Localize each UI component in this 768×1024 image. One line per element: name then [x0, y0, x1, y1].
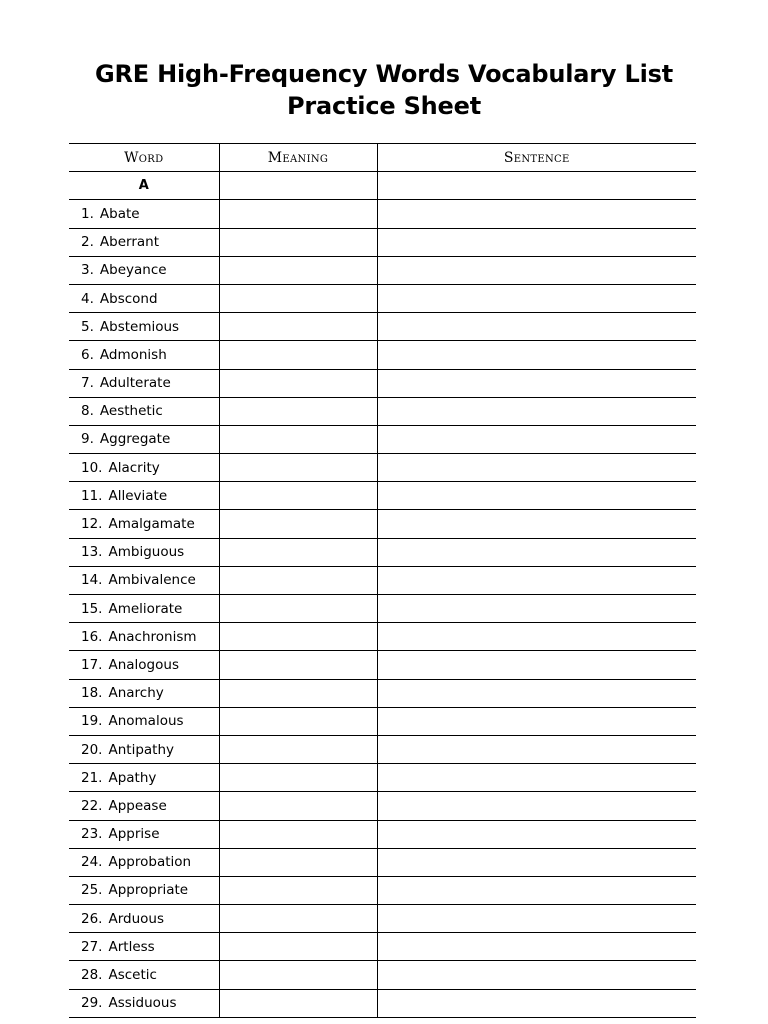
- sentence-cell[interactable]: [377, 256, 696, 284]
- sentence-cell[interactable]: [377, 313, 696, 341]
- word-cell: [69, 876, 219, 904]
- sentence-cell[interactable]: [377, 369, 696, 397]
- sentence-cell[interactable]: [377, 454, 696, 482]
- word-cell: [69, 707, 219, 735]
- word-number: 16.: [81, 628, 103, 645]
- word-text: Ambiguous: [108, 544, 185, 561]
- section-label: A: [138, 178, 149, 194]
- word-cell: [69, 256, 219, 284]
- word-text: Antipathy: [108, 741, 175, 758]
- word-text: Anomalous: [108, 713, 184, 730]
- word-text: Abstemious: [99, 318, 180, 335]
- table-row: [69, 707, 696, 735]
- word-number: 23.: [81, 826, 103, 843]
- word-cell: [69, 566, 219, 594]
- sentence-cell[interactable]: [377, 707, 696, 735]
- sentence-cell[interactable]: [377, 623, 696, 651]
- table-row: [69, 679, 696, 707]
- word-text: Ascetic: [108, 967, 157, 984]
- word-text: Abate: [99, 205, 140, 222]
- sentence-cell[interactable]: [377, 482, 696, 510]
- word-cell: [69, 397, 219, 425]
- meaning-cell[interactable]: [219, 341, 377, 369]
- table-row: [69, 623, 696, 651]
- word-text: Assiduous: [108, 995, 177, 1012]
- word-cell: [69, 284, 219, 312]
- word-cell: [69, 425, 219, 453]
- column-header-sentence: Sentence: [377, 144, 696, 172]
- word-number: 22.: [81, 797, 103, 814]
- word-number: 1.: [81, 205, 94, 222]
- word-text: Apprise: [108, 826, 160, 843]
- word-number: 12.: [81, 516, 103, 533]
- word-cell: [69, 454, 219, 482]
- word-number: 18.: [81, 685, 103, 702]
- sentence-cell[interactable]: [377, 848, 696, 876]
- sentence-cell[interactable]: [377, 764, 696, 792]
- word-number: 19.: [81, 713, 103, 730]
- column-header-word: Word: [124, 149, 164, 166]
- sentence-cell[interactable]: [377, 228, 696, 256]
- sentence-cell[interactable]: [377, 933, 696, 961]
- meaning-cell[interactable]: [219, 256, 377, 284]
- table-row: [69, 454, 696, 482]
- word-number: 27.: [81, 938, 103, 955]
- meaning-cell[interactable]: [219, 172, 377, 200]
- meaning-cell[interactable]: [219, 369, 377, 397]
- table-row: [69, 792, 696, 820]
- word-cell: [69, 820, 219, 848]
- word-cell: [69, 341, 219, 369]
- table-row: [69, 735, 696, 763]
- word-text: Ambivalence: [108, 572, 196, 589]
- meaning-cell[interactable]: [219, 623, 377, 651]
- sentence-cell[interactable]: [377, 905, 696, 933]
- word-text: Aggregate: [99, 431, 171, 448]
- word-number: 3.: [81, 262, 94, 279]
- meaning-cell[interactable]: [219, 933, 377, 961]
- meaning-cell[interactable]: [219, 313, 377, 341]
- table-row: [69, 482, 696, 510]
- table-row: [69, 566, 696, 594]
- table-row: [69, 425, 696, 453]
- word-number: 21.: [81, 769, 103, 786]
- word-number: 6.: [81, 346, 94, 363]
- meaning-cell[interactable]: [219, 961, 377, 989]
- table-row: [69, 397, 696, 425]
- word-cell: [69, 735, 219, 763]
- table-row: [69, 820, 696, 848]
- word-number: 9.: [81, 431, 94, 448]
- word-text: Approbation: [108, 854, 192, 871]
- sentence-cell[interactable]: [377, 510, 696, 538]
- word-text: Adulterate: [99, 375, 171, 392]
- sentence-cell[interactable]: [377, 538, 696, 566]
- word-text: Appease: [108, 797, 167, 814]
- table-row: [69, 989, 696, 1017]
- word-cell: [69, 679, 219, 707]
- meaning-cell[interactable]: [219, 679, 377, 707]
- word-cell: [69, 989, 219, 1017]
- word-number: 4.: [81, 290, 94, 307]
- meaning-cell[interactable]: [219, 905, 377, 933]
- word-text: Aesthetic: [99, 403, 163, 420]
- vocabulary-table: [69, 143, 696, 1018]
- table-row: [69, 764, 696, 792]
- word-cell: [69, 313, 219, 341]
- meaning-cell[interactable]: [219, 595, 377, 623]
- page-title: GRE High-Frequency Words Vocabulary List Practice Sheet: [94, 60, 674, 120]
- table-row: [69, 905, 696, 933]
- sentence-cell[interactable]: [377, 820, 696, 848]
- table-row: [69, 256, 696, 284]
- word-text: Analogous: [108, 656, 179, 673]
- word-number: 24.: [81, 854, 103, 871]
- meaning-cell[interactable]: [219, 566, 377, 594]
- table-row: [69, 313, 696, 341]
- word-text: Artless: [108, 938, 155, 955]
- word-number: 7.: [81, 375, 94, 392]
- word-cell: [69, 538, 219, 566]
- sentence-cell[interactable]: [377, 735, 696, 763]
- word-number: 28.: [81, 967, 103, 984]
- word-cell: [69, 228, 219, 256]
- table-row: [69, 961, 696, 989]
- word-text: Ameliorate: [108, 600, 183, 617]
- word-number: 11.: [81, 487, 103, 504]
- word-text: Apathy: [108, 769, 157, 786]
- sentence-cell[interactable]: [377, 566, 696, 594]
- word-number: 29.: [81, 995, 103, 1012]
- meaning-cell[interactable]: [219, 989, 377, 1017]
- sentence-cell[interactable]: [377, 876, 696, 904]
- word-number: 20.: [81, 741, 103, 758]
- table-row: [69, 651, 696, 679]
- meaning-cell[interactable]: [219, 792, 377, 820]
- meaning-cell[interactable]: [219, 284, 377, 312]
- sentence-cell[interactable]: [377, 595, 696, 623]
- meaning-cell[interactable]: [219, 397, 377, 425]
- meaning-cell[interactable]: [219, 876, 377, 904]
- sentence-cell[interactable]: [377, 397, 696, 425]
- sentence-cell[interactable]: [377, 172, 696, 200]
- word-text: Alleviate: [108, 487, 168, 504]
- meaning-cell[interactable]: [219, 425, 377, 453]
- table-row: [69, 510, 696, 538]
- meaning-cell[interactable]: [219, 651, 377, 679]
- table-row: [69, 284, 696, 312]
- meaning-cell[interactable]: [219, 454, 377, 482]
- sentence-cell[interactable]: [377, 200, 696, 228]
- table-body: [69, 172, 696, 1018]
- word-number: 13.: [81, 544, 103, 561]
- sentence-cell[interactable]: [377, 425, 696, 453]
- word-number: 5.: [81, 318, 94, 335]
- word-text: Abeyance: [99, 262, 167, 279]
- column-header-meaning: Meaning: [219, 144, 377, 172]
- meaning-cell[interactable]: [219, 538, 377, 566]
- word-text: Anachronism: [108, 628, 197, 645]
- word-text: Alacrity: [108, 459, 160, 476]
- word-text: Anarchy: [108, 685, 164, 702]
- word-text: Admonish: [99, 346, 167, 363]
- word-cell: [69, 792, 219, 820]
- table-row: [69, 538, 696, 566]
- sentence-cell[interactable]: [377, 961, 696, 989]
- word-number: 26.: [81, 910, 103, 927]
- word-number: 8.: [81, 403, 94, 420]
- word-text: Abscond: [99, 290, 158, 307]
- section-row: [69, 172, 696, 200]
- table-row: [69, 341, 696, 369]
- word-cell: [69, 848, 219, 876]
- meaning-cell[interactable]: [219, 820, 377, 848]
- table-header-row: [69, 144, 696, 172]
- word-number: 15.: [81, 600, 103, 617]
- meaning-cell[interactable]: [219, 200, 377, 228]
- word-text: Arduous: [108, 910, 165, 927]
- word-cell: [69, 369, 219, 397]
- meaning-cell[interactable]: [219, 764, 377, 792]
- word-cell: [69, 200, 219, 228]
- sentence-cell[interactable]: [377, 341, 696, 369]
- word-number: 14.: [81, 572, 103, 589]
- word-cell: [69, 764, 219, 792]
- word-text: Amalgamate: [108, 516, 195, 533]
- table-row: [69, 369, 696, 397]
- meaning-cell[interactable]: [219, 848, 377, 876]
- word-cell: [69, 623, 219, 651]
- meaning-cell[interactable]: [219, 735, 377, 763]
- meaning-cell[interactable]: [219, 707, 377, 735]
- sentence-cell[interactable]: [377, 284, 696, 312]
- sentence-cell[interactable]: [377, 989, 696, 1017]
- sentence-cell[interactable]: [377, 679, 696, 707]
- meaning-cell[interactable]: [219, 228, 377, 256]
- sentence-cell[interactable]: [377, 651, 696, 679]
- word-number: 17.: [81, 656, 103, 673]
- word-cell: [69, 510, 219, 538]
- table-row: [69, 228, 696, 256]
- word-number: 10.: [81, 459, 103, 476]
- word-text: Appropriate: [108, 882, 189, 899]
- table-row: [69, 595, 696, 623]
- word-cell: [69, 905, 219, 933]
- table-row: [69, 933, 696, 961]
- word-cell: [69, 482, 219, 510]
- table-row: [69, 200, 696, 228]
- word-cell: [69, 595, 219, 623]
- word-text: Aberrant: [99, 234, 159, 251]
- word-cell: [69, 651, 219, 679]
- word-number: 2.: [81, 234, 94, 251]
- word-cell: [69, 961, 219, 989]
- word-cell: [69, 933, 219, 961]
- table-row: [69, 876, 696, 904]
- table-row: [69, 848, 696, 876]
- word-number: 25.: [81, 882, 103, 899]
- meaning-cell[interactable]: [219, 482, 377, 510]
- meaning-cell[interactable]: [219, 510, 377, 538]
- sentence-cell[interactable]: [377, 792, 696, 820]
